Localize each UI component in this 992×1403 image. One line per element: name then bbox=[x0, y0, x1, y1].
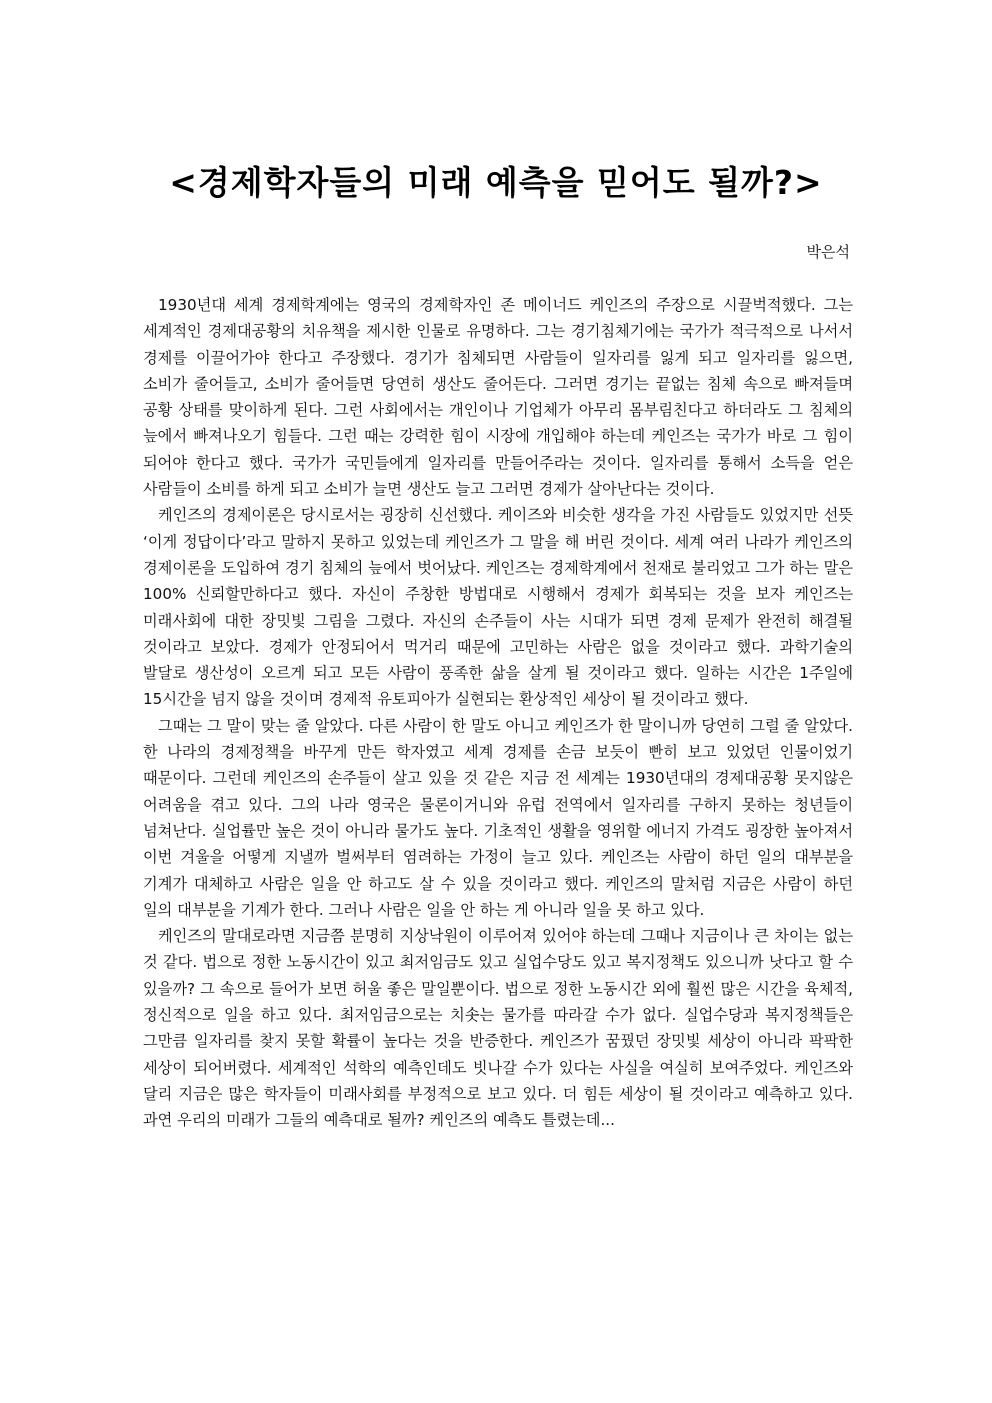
paragraph-1: 1930년대 세계 경제학계에는 영국의 경제학자인 존 메이너드 케인즈의 주장으로 시끌벅적했다. 그는 세계적인 경제대공황의 치유책을 제시한 인물로 유명하다. 그는 경기침체기에는 국가가 적극적으로 나서서 경제를 이끌어가야 한다고 주장했다. 경기가 침체되면 사람들이 일자리를 잃게 되고 일자리를 잃으면, 소비가 줄어들고, 소비가 줄어들면 당연히 생산도 줄어든다. 그러면 경기는 끝없는 침체 속으로 빠져들며 공황 상태를 맞이하게 된다. 그런 사회에서는 개인이나 기업체가 아무리 몸부림친다고 하더라도 그 침체의 늪에서 빠져나오기 힘들다. 그런 때는 강력한 힘이 시장에 개입해야 하는데 케인즈는 국가가 바로 그 힘이 되어야 한다고 했다. 국가가 국민들에게 일자리를 만들어주라는 것이다. 일자리를 통해서 소득을 얻은 사람들이 소비를 하게 되고 소비가 늘면 생산도 늘고 그러면 경제가 살아난다는 것이다. bbox=[143, 296, 853, 499]
paragraph-4: 케인즈의 말대로라면 지금쯤 분명히 지상낙원이 이루어져 있어야 하는데 그때나 지금이나 큰 차이는 없는 것 같다. 법으로 정한 노동시간이 있고 최저임금도 있고 실업수당도 있고 복지정책도 있으니까 낫다고 할 수 있을까? 그 속으로 들어가 보면 허울 좋은 말일뿐이다. 법으로 정한 노동시간 외에 훨씬 많은 시간을 육체적, 정신적으로 일을 하고 있다. 최저임금으로는 치솟는 물가를 따라갈 수가 없다. 실업수당과 복지정책들은 그만큼 일자리를 찾지 못할 확률이 높다는 것을 반증한다. 케인즈가 꿈꿨던 장밋빛 세상이 아니라 팍팍한 세상이 되어버렸다. 세계적인 석학의 예측인데도 빗나갈 수가 있다는 사실을 여실히 보여주었다. 케인즈와 달리 지금은 많은 학자들이 미래사회를 부정적으로 보고 있다. 더 힘든 세상이 될 것이라고 예측하고 있다. 과연 우리의 미래가 그들의 예측대로 될까? 케인즈의 예측도 틀렸는데... bbox=[143, 927, 853, 1130]
document-title: <경제학자들의 미래 예측을 믿어도 될까?> bbox=[169, 163, 823, 202]
document-body bbox=[143, 292, 853, 1134]
paragraph-2: 케인즈의 경제이론은 당시로서는 굉장히 신선했다. 케이즈와 비슷한 생각을 가진 사람들도 있었지만 선뜻 ‘이게 정답이다’라고 말하지 못하고 있었는데 케인즈가 그 말을 해 버린 것이다. 세계 여러 나라가 케인즈의 경제이론을 도입하여 경기 침체의 늪에서 벗어났다. 케인즈는 경제학계에서 천재로 불리었고 그가 하는 말은 100% 신뢰할만하다고 했다. 자신이 주창한 방법대로 시행해서 경제가 회복되는 것을 보자 케인즈는 미래사회에 대한 장밋빛 그림을 그렸다. 자신의 손주들이 사는 시대가 되면 경제 문제가 완전히 해결될 것이라고 보았다. 경제가 안정되어서 먹거리 때문에 고민하는 사람은 없을 것이라고 했다. 과학기술의 발달로 생산성이 오르게 되고 모든 사람이 풍족한 삶을 살게 될 것이라고 했다. 일하는 시간은 1주일에 15시간을 넘지 않을 것이며 경제적 유토피아가 실현되는 환상적인 세상이 될 것이라고 했다. bbox=[143, 506, 853, 709]
author-name: 박은석 bbox=[806, 243, 850, 261]
paragraph-3: 그때는 그 말이 맞는 줄 알았다. 다른 사람이 한 말도 아니고 케인즈가 한 말이니까 당연히 그럴 줄 알았다. 한 나라의 경제정책을 바꾸게 만든 학자였고 세계 경제를 손금 보듯이 빤히 보고 있었던 인물이었기 때문이다. 그런데 케인즈의 손주들이 살고 있을 것 같은 지금 전 세계는 1930년대의 경제대공황 못지않은 어려움을 겪고 있다. 그의 나라 영국은 물론이거니와 유럽 전역에서 일자리를 구하지 못하는 청년들이 넘쳐난다. 실업률만 높은 것이 아니라 물가도 높다. 기초적인 생활을 영위할 에너지 가격도 굉장한 높아져서 이번 겨울을 어떻게 지낼까 벌써부터 염려하는 가정이 늘고 있다. 케인즈는 사람이 하던 일의 대부분을 기계가 대체하고 사람은 일을 안 하고도 살 수 있을 것이라고 했다. 케인즈의 말처럼 지금은 사람이 하던 일의 대부분을 기계가 한다. 그러나 사람은 일을 안 하는 게 아니라 일을 못 하고 있다. bbox=[143, 716, 853, 919]
